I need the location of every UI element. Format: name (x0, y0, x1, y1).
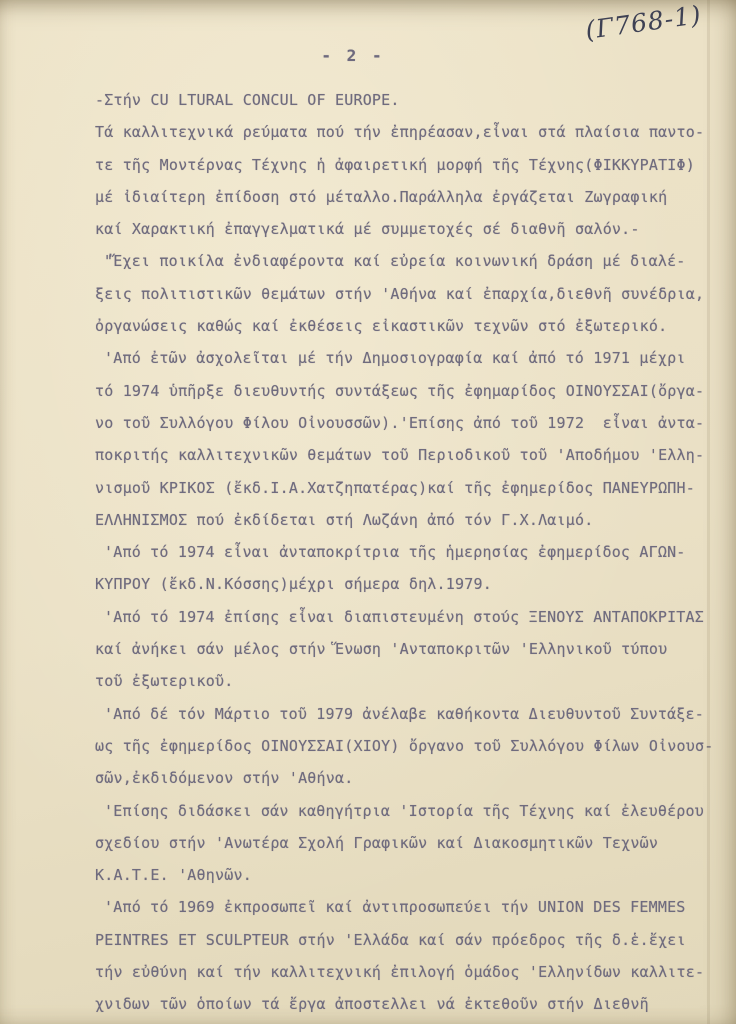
text-line: Κ.Α.Τ.Ε. 'Αθηνῶν. (95, 866, 252, 885)
paragraph-start-line: 'Από τό 1974 εἶναι ἀνταποκρίτρια τῆς ἡμερησίας ἐφημερίδος ΑΓΩΝ- (104, 543, 686, 562)
text-line: ΚΥΠΡΟΥ (ἔκδ.Ν.Κόσσης)μέχρι σήμερα δηλ.1979. (95, 575, 492, 594)
paragraph-start-line: 'Από τό 1969 ἐκπροσωπεῖ καί ἀντιπροσωπεύει τήν UNION DES FEMMES (104, 898, 686, 917)
paragraph-start-line: 'Από τό 1974 ἐπίσης εἶναι διαπιστευμένη στούς ΞΕΝΟΥΣ ΑΝΤΑΠΟΚΡΙΤΑΣ (104, 607, 704, 626)
text-line: ὀργανώσεις καθώς καί ἐκθέσεις εἰκαστικῶν τεχνῶν στό ἐξωτερικό. (95, 317, 668, 336)
text-line: καί ἀνήκει σάν μέλος στήν Ἕνωση 'Ανταποκριτῶν 'Ελληνικοῦ τύπου (95, 640, 668, 659)
text-line: -Στήν CU LTURAL CONCUL OF EUROPE. (95, 91, 400, 109)
paragraph-start-line: 'Από δέ τόν Μάρτιο τοῦ 1979 ἀνέλαβε καθήκοντα Διευθυντοῦ Συντάξε- (104, 704, 704, 723)
text-line: καί Χαρακτική ἐπαγγελματικά μέ συμμετοχές σέ διαθνῆ σαλόν.- (95, 220, 640, 239)
text-line: PEINTRES ET SCULPTEUR στήν 'Ελλάδα καί σάν πρόεδρος τῆς δ.ἑ.ἔχει (95, 930, 686, 949)
text-line: νο τοῦ Συλλόγου Φίλου Οἰνουσσῶν).'Επίσης ἀπό τοῦ 1972 εἶναι ἀντα- (95, 413, 705, 432)
text-line: σῶν,ἐκδιδόμενον στήν 'Αθήνα. (95, 769, 354, 788)
text-line: τήν εὐθύνη καί τήν καλλιτεχνική ἐπιλογή ὁμάδος 'Ελληνίδων καλλιτε- (95, 963, 705, 982)
handwritten-reference-annotation: (Γ768-1) (583, 0, 704, 45)
text-line: ΕΛΛΗΝΙΣΜΟΣ πού ἐκδίδεται στή Λωζάνη ἀπό τόν Γ.Χ.Λαιμό. (95, 510, 594, 529)
text-line: χνιδων τῶν ὁποίων τά ἔργα ἀποστελλει νά ἐκτεθοῦν στήν Διεθνῆ (95, 995, 649, 1014)
text-line: σχεδίου στήν 'Ανωτέρα Σχολή Γραφικῶν καί Διακοσμητικῶν Τεχνῶν (95, 833, 659, 852)
paragraph-start-line: 'Από ἐτῶν ἀσχολεῖται μέ τήν Δημοσιογραφία καί ἀπό τό 1971 μέχρι (104, 349, 686, 368)
text-line: Τά καλλιτεχνικά ρεύματα πού τήν ἐπηρέασαν,εἶναι στά πλαίσια παντο- (95, 123, 705, 142)
paragraph-start-line: "Ἔχει ποικίλα ἐνδιαφέροντα καί εὐρεία κοινωνική δράση μέ διαλέ- (104, 252, 686, 271)
text-line: τε τῆς Μοντέρνας Τέχνης ἡ ἀφαιρετική μορφή τῆς Τέχνης(ΦΙΚΚΥΡΑΤΙΦ) (95, 155, 695, 174)
text-line: νισμοῦ ΚΡΙΚΟΣ (ἔκδ.Ι.Α.Χατζηπατέρας)καί τῆς ἐφημερίδος ΠΑΝΕΥΡΩΠΗ- (95, 478, 695, 497)
text-line: ποκριτής καλλιτεχνικῶν θεμάτων τοῦ Περιοδικοῦ τοῦ 'Αποδήμου 'Ελλη- (95, 446, 705, 465)
page-number: - 2 - (321, 46, 385, 65)
text-line: μέ ἰδιαίτερη ἐπίδοση στό μέταλλο.Παράλληλα ἐργάζεται Ζωγραφική (95, 187, 668, 206)
paragraph-start-line: 'Επίσης διδάσκει σάν καθηγήτρια 'Ιστορία τῆς Τέχνης καί ἐλευθέρου (104, 801, 704, 820)
typewritten-text-block (95, 84, 713, 1021)
text-line: ως τῆς ἐφημερίδος ΟΙΝΟΥΣΣΑΙ(ΧΙΟΥ) ὄργανο τοῦ Συλλόγου Φίλων Οἰνουσ- (95, 736, 713, 755)
text-line: ξεις πολιτιστικῶν θεμάτων στήν 'Αθήνα καί ἐπαρχία,διεθνῆ συνέδρια, (95, 284, 705, 303)
text-line: τό 1974 ὑπῆρξε διευθυντής συντάξεως τῆς ἐφημαρίδος ΟΙΝΟΥΣΣΑΙ(ὄργα- (95, 381, 705, 400)
text-line: τοῦ ἐξωτερικοῦ. (95, 672, 234, 691)
